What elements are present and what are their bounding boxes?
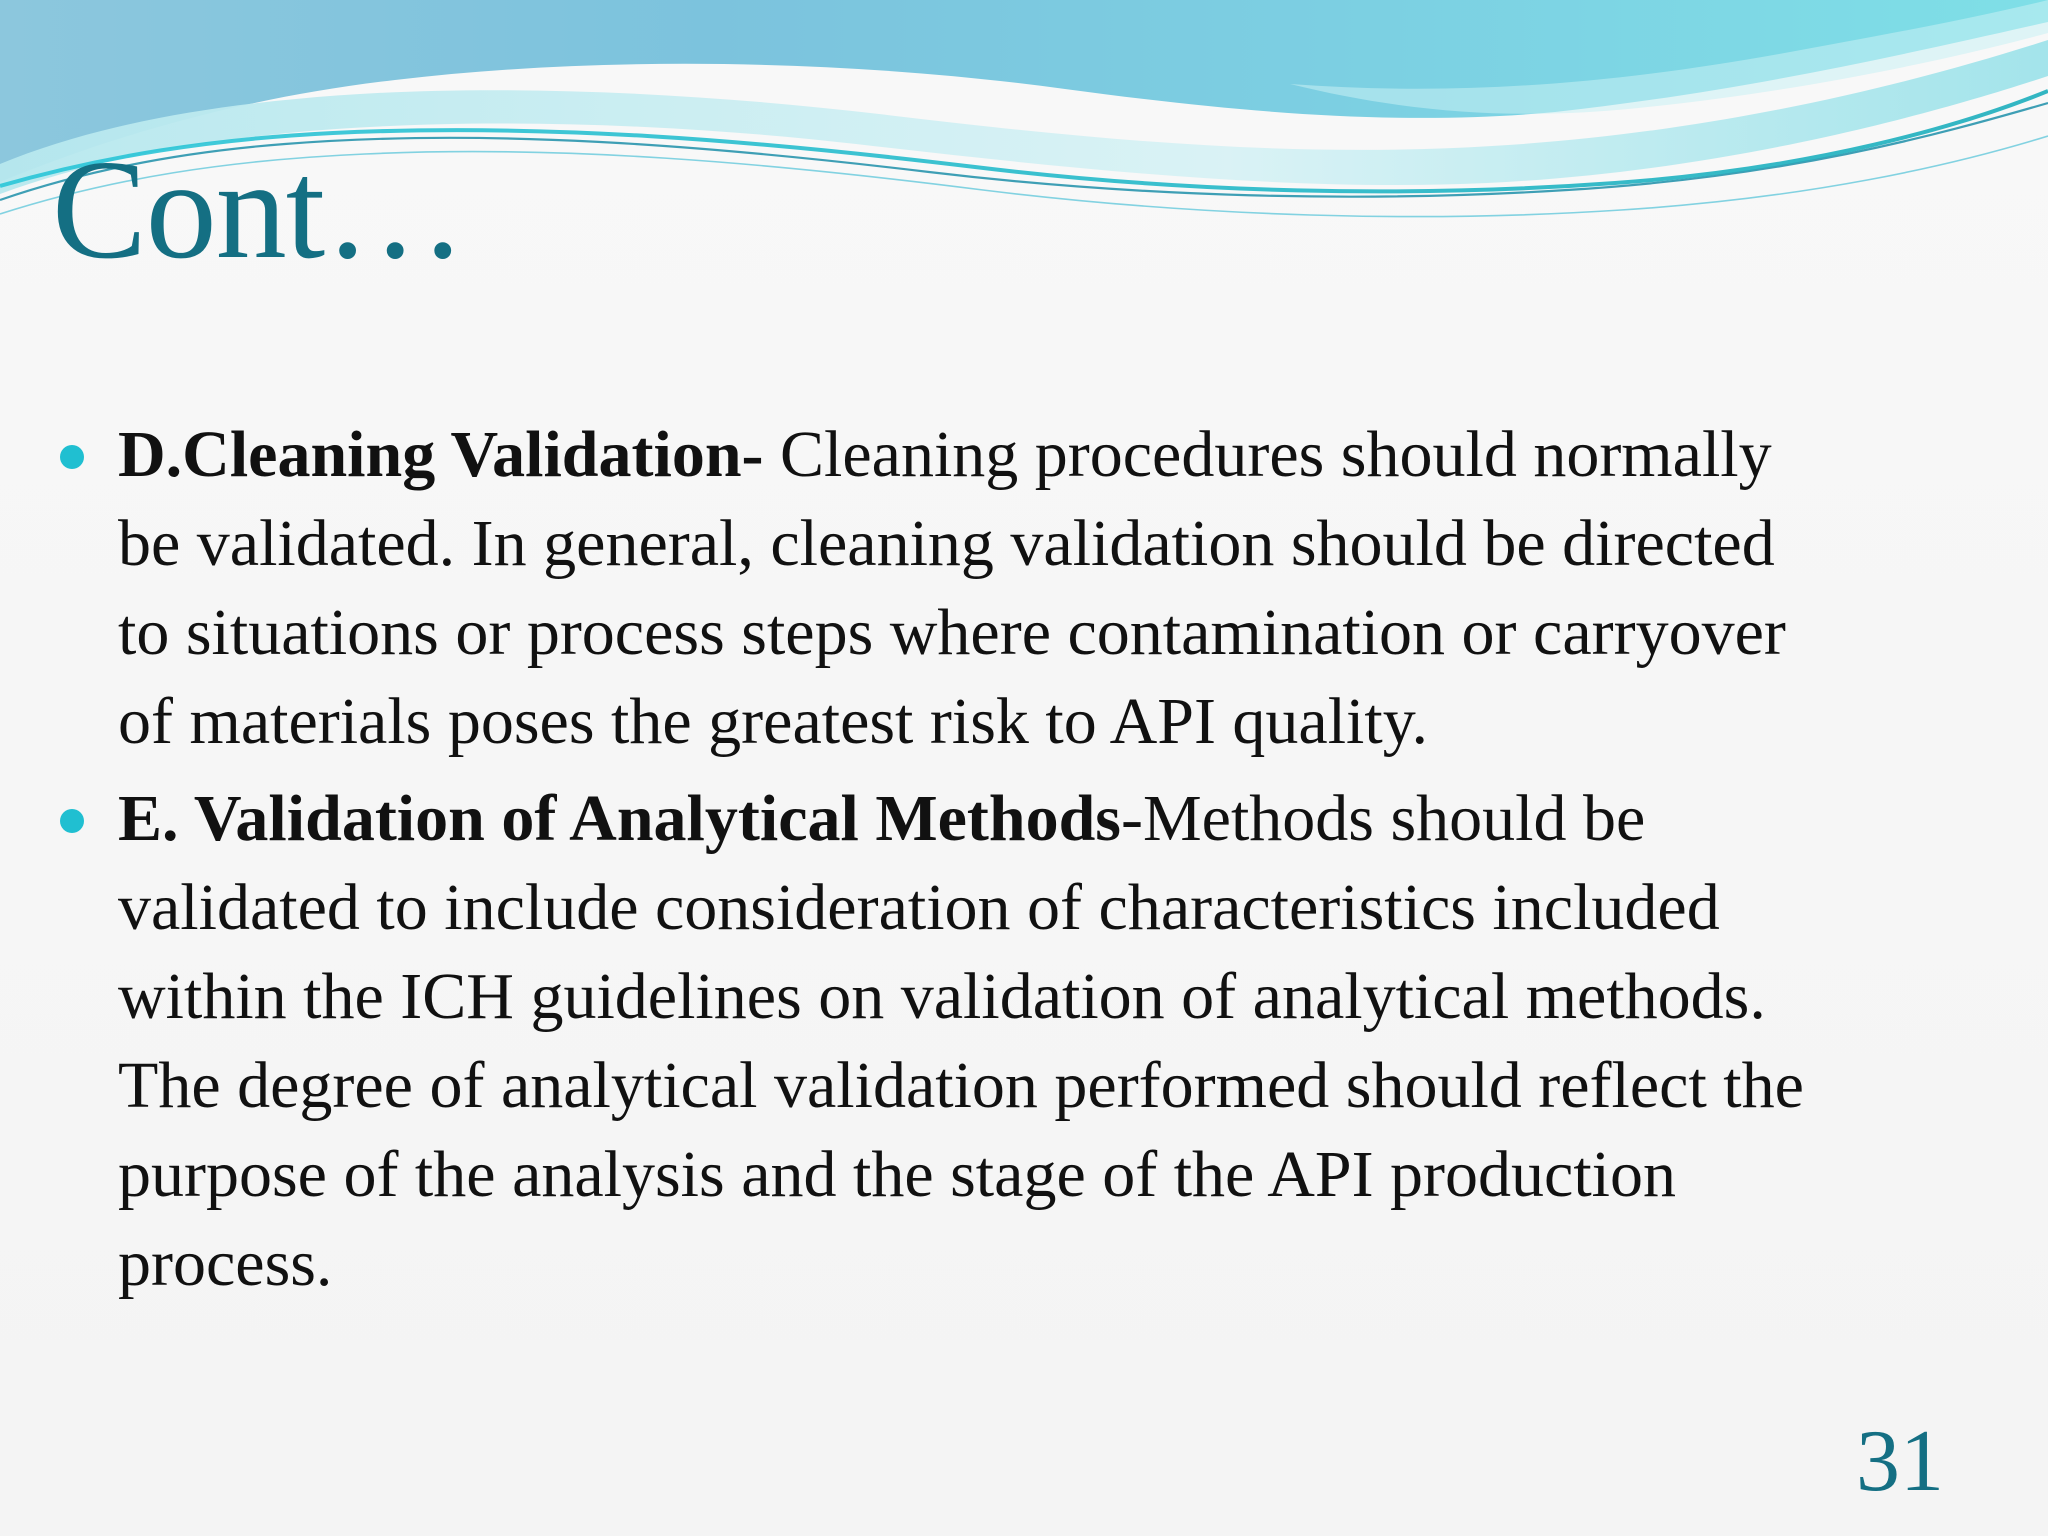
bullet-dot-icon [60, 445, 84, 469]
bullet-dot-icon [60, 809, 84, 833]
bullet-line: validated to include consideration of characteristics included [118, 871, 1720, 944]
bullet-item-cleaning-validation [60, 410, 2048, 766]
bullet-text: Cleaning procedures should normally [763, 418, 1772, 491]
bullet-heading: D.Cleaning Validation- [118, 418, 764, 491]
bullet-heading: E. Validation of Analytical Methods [118, 782, 1121, 855]
bullet-item-analytical-methods [60, 774, 2048, 1308]
bullet-line: process. [118, 1227, 333, 1300]
bullet-line: be validated. In general, cleaning validation should be directed [118, 507, 1775, 580]
bullet-list [60, 410, 2010, 1316]
bullet-line [118, 410, 2048, 499]
bullet-line: The degree of analytical validation performed should reflect the [118, 1049, 1804, 1122]
bullet-text: -Methods should be [1121, 782, 1646, 855]
bullet-line: purpose of the analysis and the stage of the API production [118, 1138, 1676, 1211]
page-number: 31 [1856, 1413, 1944, 1510]
bullet-line: to situations or process steps where contamination or carryover [118, 596, 1786, 669]
bullet-line: within the ICH guidelines on validation of analytical methods. [118, 960, 1766, 1033]
bullet-line: of materials poses the greatest risk to API quality. [118, 685, 1428, 758]
slide-title: Cont… [52, 130, 466, 288]
bullet-line [118, 774, 2048, 863]
